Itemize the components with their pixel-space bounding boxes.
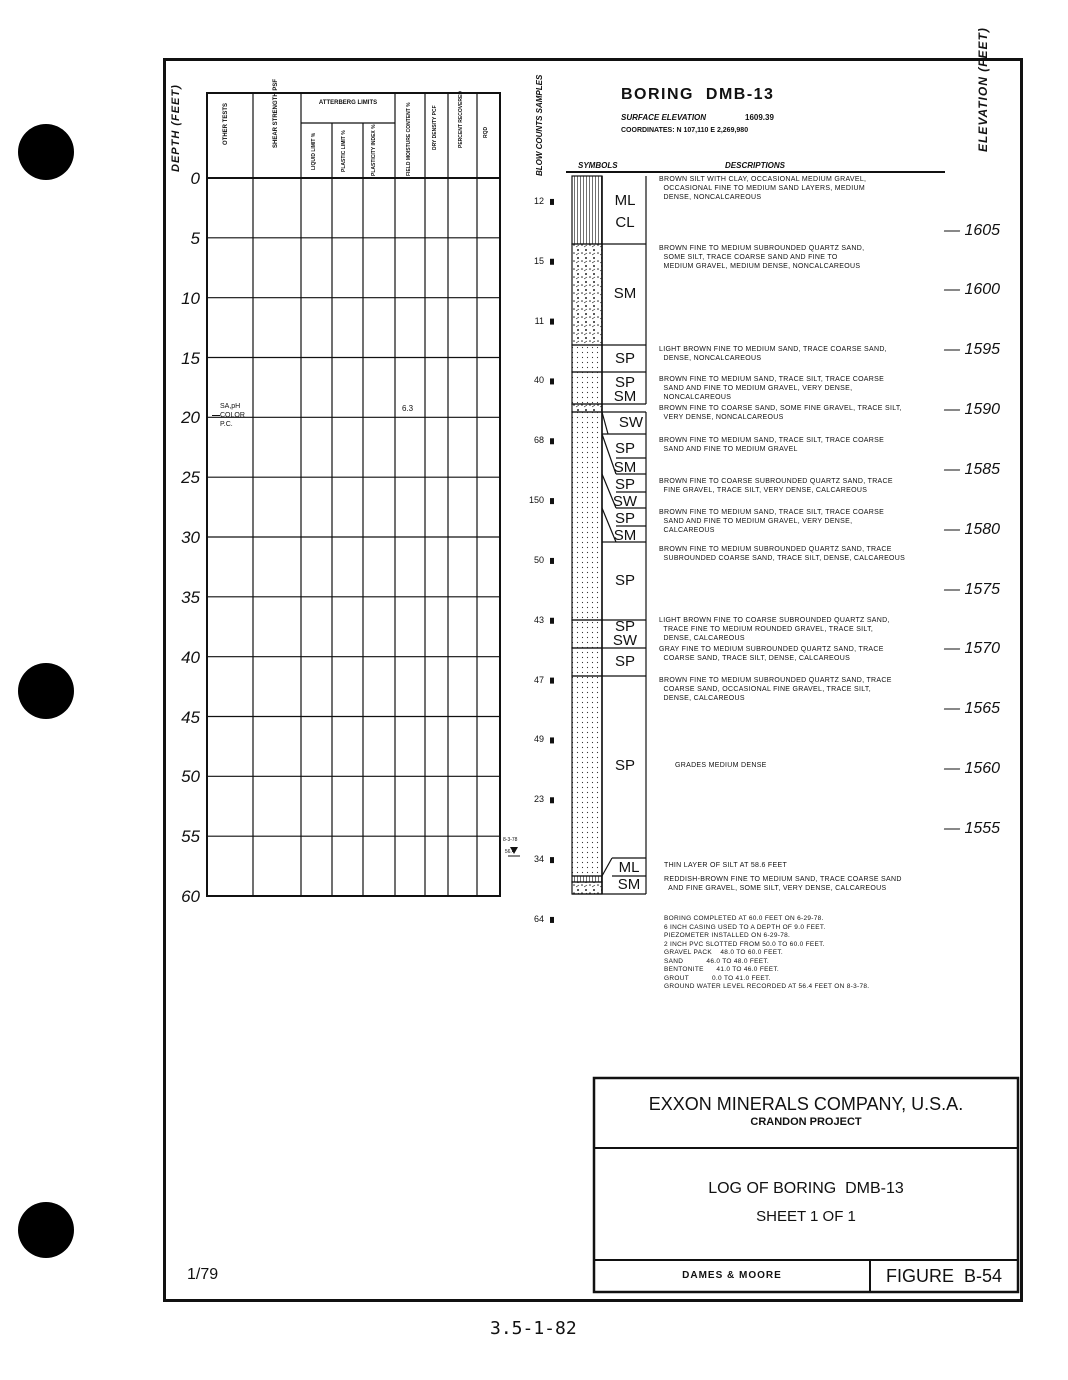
company-name: EXXON MINERALS COMPANY, U.S.A. — [648, 1094, 964, 1114]
symbol-sw-3: SW — [612, 632, 638, 649]
symbol-sm-3: SM — [613, 459, 637, 476]
sample-marker — [550, 737, 554, 743]
description-3: LIGHT BROWN FINE TO MEDIUM SAND, TRACE COARSE SAND, DENSE, NONCALCAREOUS — [659, 346, 887, 362]
description-10: LIGHT BROWN FINE TO COARSE SUBROUNDED QUARTZ SAND, TRACE FINE TO MEDIUM ROUNDED GRAVEL, TRACE SILT, DENSE, CALCAREOUS — [659, 617, 890, 642]
depth-tick-label: 15 — [181, 348, 200, 368]
depth-tick-label: 55 — [181, 827, 200, 847]
surface-elevation-label: SURFACE ELEVATION — [621, 113, 707, 122]
elevation-tick-label: — 1595 — [944, 341, 1001, 359]
sample-marker — [550, 558, 554, 564]
field-moisture-header: FIELD MOISTURE CONTENT % — [406, 102, 412, 176]
depth-axis-title: DEPTH (FEET) — [170, 84, 182, 172]
other-tests-header: OTHER TESTS — [223, 102, 229, 145]
blow-count-value: 150 — [528, 495, 544, 506]
sample-marker — [550, 797, 554, 803]
log-title: LOG OF BORING DMB-13 — [708, 1180, 904, 1197]
symbol-ml-1: ML — [614, 192, 636, 209]
sample-marker — [550, 319, 554, 325]
depth-tick-label: 5 — [190, 228, 200, 248]
elevation-tick-label: — 1590 — [944, 401, 1001, 419]
sample-marker — [550, 259, 554, 265]
depth-tick-label: 35 — [181, 587, 200, 607]
description-6: BROWN FINE TO MEDIUM SAND, TRACE SILT, TRACE COARSE SAND AND FINE TO MEDIUM GRAVEL — [659, 437, 885, 453]
symbol-sp-4: SP — [614, 476, 635, 493]
blow-count-value: 15 — [533, 255, 544, 266]
symbol-sm-2: SM — [613, 388, 637, 405]
other-tests-leader — [212, 415, 220, 416]
description-8: BROWN FINE TO MEDIUM SAND, TRACE SILT, TRACE COARSE SAND AND FINE TO MEDIUM GRAVEL, VERY DENSE, CALCAREOUS — [659, 509, 885, 534]
descriptions-header: DESCRIPTIONS — [725, 161, 786, 170]
symbol-sp-5: SP — [614, 510, 635, 527]
atterberg-limits-header: ATTERBERG LIMITS — [318, 100, 378, 106]
symbol-sm-5: SM — [617, 876, 641, 893]
symbol-sw-2: SW — [612, 493, 638, 510]
sample-marker — [550, 678, 554, 684]
symbol-sm-4: SM — [613, 527, 637, 544]
symbol-sp-2: SP — [614, 374, 635, 391]
symbol-sp-9: SP — [614, 757, 635, 774]
liquid-limit-header: LIQUID LIMIT % — [311, 132, 317, 170]
firm-name: DAMES & MOORE — [682, 1270, 782, 1281]
description-1: BROWN SILT WITH CLAY, OCCASIONAL MEDIUM GRAVEL, OCCASIONAL FINE TO MEDIUM SAND LAYERS, MEDIUM DENSE, NONCALCAREOUS — [659, 176, 867, 201]
description-13: GRADES MEDIUM DENSE — [675, 762, 767, 769]
dry-density-header: DRY DENSITY PCF — [432, 105, 438, 150]
rqd-header: RQD — [483, 126, 489, 138]
symbol-sp-7: SP — [614, 618, 635, 635]
blow-count-value: 12 — [533, 195, 544, 206]
depth-tick-label: 25 — [181, 468, 200, 488]
sample-marker — [550, 857, 554, 863]
symbol-sm-1: SM — [613, 285, 637, 302]
blow-count-value: 64 — [533, 913, 544, 924]
description-14: THIN LAYER OF SILT AT 58.6 FEET — [664, 862, 788, 869]
elevation-tick-label: — 1605 — [944, 221, 1001, 239]
symbol-cl: CL — [615, 214, 635, 231]
sample-marker — [550, 199, 554, 205]
depth-tick-label: 40 — [181, 647, 200, 667]
depth-tick-label: 10 — [181, 288, 200, 308]
elevation-tick-label: — 1600 — [944, 281, 1001, 299]
symbol-ml-2: ML — [618, 859, 640, 876]
elevation-axis-title: ELEVATION (FEET) — [976, 27, 990, 152]
blow-count-value: 47 — [533, 674, 544, 685]
description-5: BROWN FINE TO COARSE SAND, SOME FINE GRAVEL, TRACE SILT, VERY DENSE, NONCALCAREOUS — [659, 405, 902, 421]
sample-marker — [550, 618, 554, 624]
elevation-tick-label: — 1585 — [944, 460, 1001, 478]
surface-elevation-value: 1609.39 — [745, 113, 774, 122]
sample-marker — [550, 438, 554, 444]
blow-count-value: 49 — [533, 734, 544, 745]
description-9: BROWN FINE TO MEDIUM SUBROUNDED QUARTZ SAND, TRACE SUBROUNDED COARSE SAND, TRACE SILT, DENSE, CALCAREOUS — [659, 546, 906, 562]
description-12: BROWN FINE TO MEDIUM SUBROUNDED QUARTZ SAND, TRACE COARSE SAND, OCCASIONAL FINE GRAVEL, TRACE SILT, DENSE, CALCAREOUS — [659, 677, 892, 702]
elevation-tick-label: — 1575 — [944, 580, 1001, 598]
elevation-tick-label: — 1560 — [944, 760, 1001, 778]
moisture-entry: 6.3 — [402, 404, 414, 413]
elevation-tick-label: — 1565 — [944, 700, 1001, 718]
description-15: REDDISH-BROWN FINE TO MEDIUM SAND, TRACE COARSE SAND AND FINE GRAVEL, SOME SILT, VERY DENSE, CALCAREOUS — [664, 876, 902, 892]
completion-notes: BORING COMPLETED AT 60.0 FEET ON 6-29-78. 6 INCH CASING USED TO A DEPTH OF 9.0 FEET. PIEZOMETER INSTALLED ON 6-29-78. 2 INCH PVC SLOTTED FROM 50.0 TO 60.0 FEET. GRAVEL PACK 48.0 TO 60.0 FEET. SAND 46.0 TO 48.0 FEET. BENTONITE 41.0 TO 46.0 FEET. GROUT 0.0 TO 41.0 FEET. GROUND WATER LEVEL RECORDED AT 56.4 FEET ON 8-3-78. — [664, 915, 870, 990]
elevation-tick-label: — 1570 — [944, 640, 1001, 658]
symbols-header: SYMBOLS — [578, 161, 618, 170]
description-2: BROWN FINE TO MEDIUM SUBROUNDED QUARTZ SAND, SOME SILT, TRACE COARSE SAND AND FINE TO MEDIUM GRAVEL, MEDIUM DENSE, NONCALCAREOUS — [659, 245, 865, 270]
blow-count-value: 40 — [533, 375, 544, 386]
blow-count-value: 23 — [533, 794, 544, 805]
date-code: 1/79 — [187, 1266, 219, 1283]
blow-count-value: 50 — [533, 554, 544, 565]
plasticity-index-header: PLASTICITY INDEX % — [371, 124, 377, 176]
blow-count-value: 43 — [533, 614, 544, 625]
sample-marker — [550, 498, 554, 504]
symbol-sp-8: SP — [614, 653, 635, 670]
project-name: CRANDON PROJECT — [750, 1116, 862, 1128]
depth-tick-label: 45 — [181, 707, 200, 727]
elevation-tick-label: — 1555 — [944, 819, 1001, 837]
elevation-tick-label: — 1580 — [944, 520, 1001, 538]
boring-title: BORING DMB-13 — [621, 86, 775, 103]
symbol-sp-6: SP — [614, 572, 635, 589]
water-level-note: 8-3-78 56.4' — [503, 837, 518, 855]
shear-strength-header: SHEAR STRENGTH PSF — [273, 78, 279, 148]
page-number: 3.5-1-82 — [490, 1318, 577, 1339]
blow-counts-title: BLOW COUNTS SAMPLES — [535, 74, 544, 176]
figure-number: FIGURE B-54 — [885, 1266, 1003, 1286]
symbol-sw-1: SW — [618, 414, 644, 431]
depth-tick-label: 30 — [181, 528, 200, 547]
percent-recovered-header: PERCENT RECOVERED — [458, 91, 464, 148]
depth-tick-label: 50 — [181, 767, 200, 787]
sample-marker — [550, 378, 554, 384]
coordinates: COORDINATES: N 107,110 E 2,269,980 — [621, 127, 749, 134]
symbol-sp-1: SP — [614, 350, 635, 367]
blow-count-value: 68 — [533, 435, 544, 446]
depth-tick-label: 20 — [181, 408, 200, 428]
sample-marker — [550, 917, 554, 923]
symbol-sp-3: SP — [614, 440, 635, 457]
other-tests-entry: SA,pH COLOR P.C. — [220, 403, 245, 428]
plastic-limit-header: PLASTIC LIMIT % — [341, 130, 347, 172]
sheet-number: SHEET 1 OF 1 — [756, 1208, 856, 1225]
depth-tick-label: 0 — [190, 169, 200, 188]
blow-count-value: 11 — [534, 315, 544, 326]
blow-count-value: 34 — [533, 854, 544, 865]
description-11: GRAY FINE TO MEDIUM SUBROUNDED QUARTZ SAND, TRACE COARSE SAND, TRACE SILT, DENSE, CALCAREOUS — [659, 646, 884, 662]
depth-tick-label: 60 — [181, 887, 200, 906]
description-7: BROWN FINE TO COARSE SUBROUNDED QUARTZ SAND, TRACE FINE GRAVEL, TRACE SILT, VERY DENSE, CALCAREOUS — [659, 478, 893, 494]
description-4: BROWN FINE TO MEDIUM SAND, TRACE SILT, TRACE COARSE SAND AND FINE TO MEDIUM GRAVEL, VERY DENSE, NONCALCAREOUS — [659, 376, 885, 401]
